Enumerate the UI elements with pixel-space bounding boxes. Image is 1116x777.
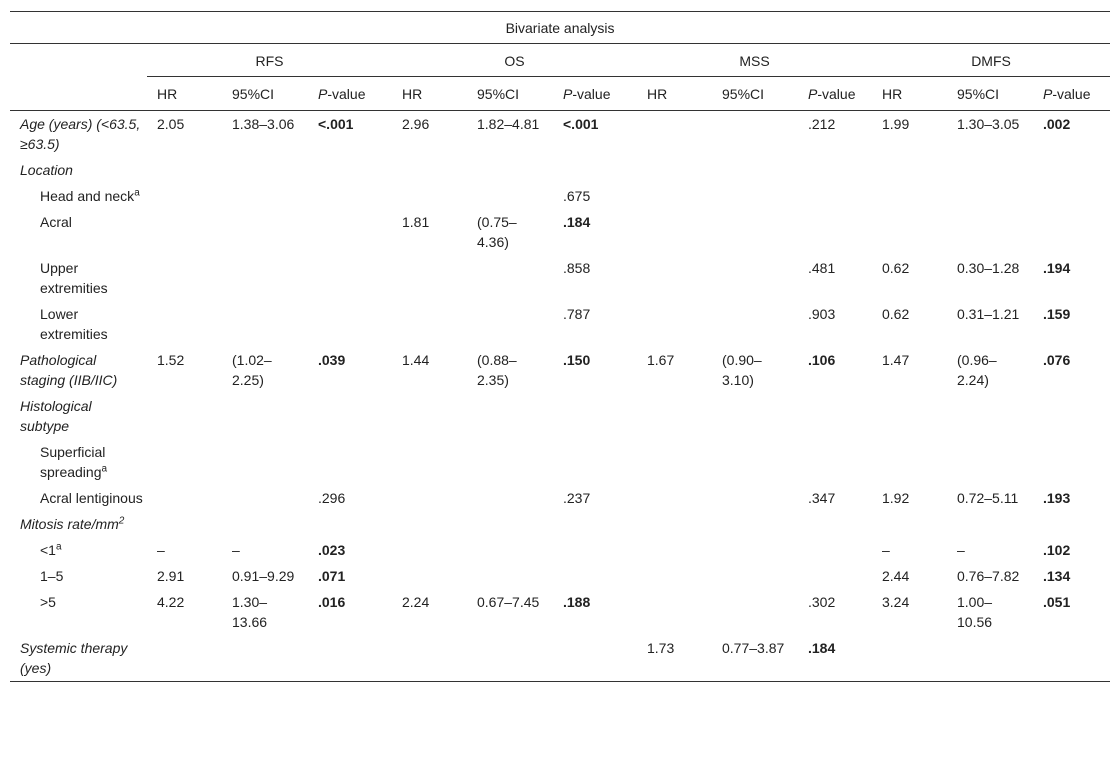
table-cell xyxy=(467,439,553,485)
table-cell xyxy=(147,157,222,183)
table-cell xyxy=(467,635,553,682)
table-cell: 1.82–4.81 xyxy=(477,116,540,132)
table-cell xyxy=(947,393,1033,439)
table-cell xyxy=(467,157,553,183)
row-label xyxy=(10,635,147,682)
table-cell: 0.30–1.28 xyxy=(957,260,1020,276)
table-cell xyxy=(712,183,798,209)
table-row xyxy=(10,589,1110,635)
table-cell: .188 xyxy=(563,594,591,610)
table-cell xyxy=(872,183,947,209)
table-cell: .102 xyxy=(1043,542,1071,558)
row-label-text: Head and neck xyxy=(40,188,135,204)
table-cell xyxy=(637,511,712,537)
table-cell xyxy=(392,511,467,537)
row-label xyxy=(10,157,147,183)
row-label-text: Systemic therapy (yes) xyxy=(20,640,128,676)
table-row xyxy=(10,511,1110,537)
table-cell xyxy=(798,157,872,183)
table-cell xyxy=(798,393,872,439)
table-cell: 1.99 xyxy=(882,116,910,132)
table-cell xyxy=(308,439,392,485)
table-cell xyxy=(467,511,553,537)
table-cell xyxy=(147,209,222,255)
table-cell xyxy=(147,485,222,511)
table-cell xyxy=(872,635,947,682)
table-cell: 0.76–7.82 xyxy=(957,568,1020,584)
table-cell: .023 xyxy=(318,542,346,558)
table-cell: .184 xyxy=(798,635,872,682)
table-cell: – xyxy=(232,542,240,558)
table-cell xyxy=(147,255,222,301)
group-header-mss: MSS xyxy=(637,44,872,77)
table-cell xyxy=(947,209,1033,255)
table-cell xyxy=(308,393,392,439)
table-cell xyxy=(947,439,1033,485)
table-cell xyxy=(872,439,947,485)
table-cell xyxy=(798,563,872,589)
table-cell xyxy=(553,439,637,485)
table-cell: .150 xyxy=(563,352,591,368)
table-cell: 2.44 xyxy=(882,568,910,584)
table-cell xyxy=(637,157,712,183)
table-cell xyxy=(798,183,872,209)
table-cell: 3.24 xyxy=(882,594,910,610)
table-cell xyxy=(392,635,467,682)
table-cell xyxy=(553,635,637,682)
table-cell xyxy=(798,209,872,255)
table-cell xyxy=(392,157,467,183)
row-label-text: >5 xyxy=(40,594,56,610)
table-cell xyxy=(712,301,798,347)
row-label xyxy=(10,563,147,589)
table-cell xyxy=(872,209,947,255)
row-label xyxy=(10,393,147,439)
table-cell xyxy=(798,511,872,537)
table-cell xyxy=(308,255,392,301)
table-cell: .903 xyxy=(808,306,836,322)
table-cell xyxy=(147,393,222,439)
subheader-ci-dmfs: 95%CI xyxy=(947,77,1033,111)
table-cell xyxy=(467,393,553,439)
table-row xyxy=(10,439,1110,485)
table-cell: .016 xyxy=(318,594,346,610)
table-cell: .106 xyxy=(808,352,836,368)
row-label-footnote: a xyxy=(101,463,108,475)
table-cell xyxy=(392,563,467,589)
table-cell xyxy=(467,485,553,511)
table-cell xyxy=(147,635,222,682)
table-cell: 1.47 xyxy=(882,352,910,368)
table-cell xyxy=(147,301,222,347)
table-cell xyxy=(222,255,308,301)
table-cell xyxy=(147,439,222,485)
table-cell: 1.92 xyxy=(882,490,910,506)
table-cell: 0.67–7.45 xyxy=(477,594,540,610)
subheader-hr-mss: HR xyxy=(637,77,712,111)
table-cell: .134 xyxy=(1043,568,1071,584)
table-cell xyxy=(467,537,553,563)
table-cell xyxy=(712,439,798,485)
table-cell: 0.62 xyxy=(882,260,910,276)
table-cell: .193 xyxy=(1043,490,1071,506)
table-cell: .787 xyxy=(563,306,591,322)
table-cell xyxy=(637,589,712,635)
table-row xyxy=(10,183,1110,209)
table-cell xyxy=(1033,393,1110,439)
table-cell xyxy=(712,209,798,255)
table-cell xyxy=(712,589,798,635)
table-cell xyxy=(392,439,467,485)
table-row xyxy=(10,635,1110,682)
table-cell: 1.30–13.66 xyxy=(232,594,268,630)
subheader-ci-mss: 95%CI xyxy=(712,77,798,111)
table-cell: 0.91–9.29 xyxy=(232,568,295,584)
row-label xyxy=(10,209,147,255)
table-cell xyxy=(392,485,467,511)
table-cell xyxy=(392,393,467,439)
row-label-text: <1 xyxy=(40,542,56,558)
subheader-hr-dmfs: HR xyxy=(872,77,947,111)
table-cell xyxy=(637,393,712,439)
table-row xyxy=(10,485,1110,511)
table-cell: .237 xyxy=(563,490,591,506)
table-cell xyxy=(637,255,712,301)
row-label xyxy=(10,347,147,393)
table-row xyxy=(10,347,1110,393)
table-cell xyxy=(553,511,637,537)
table-row xyxy=(10,157,1110,183)
table-cell: 1.38–3.06 xyxy=(232,116,295,132)
row-label-text: Acral xyxy=(40,214,72,230)
table-cell: (0.90–3.10) xyxy=(722,352,762,388)
table-cell: 1.81 xyxy=(402,214,430,230)
table-cell xyxy=(222,157,308,183)
table-cell xyxy=(392,255,467,301)
table-cell xyxy=(872,157,947,183)
table-row xyxy=(10,209,1110,255)
row-label-text: Mitosis rate/mm xyxy=(20,516,119,532)
table-cell xyxy=(222,393,308,439)
table-cell xyxy=(392,183,467,209)
table-cell: 0.72–5.11 xyxy=(957,490,1019,506)
table-cell xyxy=(553,537,637,563)
table-cell xyxy=(712,255,798,301)
table-cell: 1.00–10.56 xyxy=(957,594,993,630)
table-cell: .212 xyxy=(808,116,836,132)
table-cell xyxy=(222,209,308,255)
table-cell xyxy=(553,393,637,439)
table-cell: 1.44 xyxy=(402,352,430,368)
table-cell xyxy=(872,511,947,537)
table-cell: .076 xyxy=(1043,352,1071,368)
table-cell xyxy=(637,537,712,563)
table-cell: 4.22 xyxy=(157,594,185,610)
table-cell: (0.96–2.24) xyxy=(957,352,997,388)
corner-cell-sub xyxy=(10,77,147,111)
subheader-p-suffix: -value xyxy=(1052,86,1091,102)
table-cell: .302 xyxy=(808,594,836,610)
table-cell xyxy=(1033,439,1110,485)
row-label xyxy=(10,111,147,158)
table-cell xyxy=(467,563,553,589)
table-cell xyxy=(637,183,712,209)
group-header-dmfs: DMFS xyxy=(872,44,1110,77)
row-label-text: Histological subtype xyxy=(20,398,92,434)
table-cell: .675 xyxy=(563,188,591,204)
row-label-text: Lower extremities xyxy=(40,306,108,342)
subheader-p-suffix: -value xyxy=(572,86,611,102)
table-cell: 1.73 xyxy=(637,635,712,682)
table-row xyxy=(10,537,1110,563)
table-cell xyxy=(637,209,712,255)
table-cell xyxy=(392,537,467,563)
table-cell xyxy=(467,301,553,347)
table-cell: 1.30–3.05 xyxy=(957,116,1020,132)
table-cell: 1.52 xyxy=(157,352,185,368)
subheader-pvalue-mss xyxy=(798,77,872,111)
table-cell xyxy=(222,635,308,682)
group-header-rfs: RFS xyxy=(147,44,392,77)
subheader-ci-rfs: 95%CI xyxy=(222,77,308,111)
table-cell: .002 xyxy=(1043,116,1071,132)
table-cell: .481 xyxy=(808,260,836,276)
table-cell: .194 xyxy=(1043,260,1071,276)
table-cell xyxy=(308,511,392,537)
table-cell xyxy=(222,485,308,511)
table-cell xyxy=(467,255,553,301)
table-cell xyxy=(308,209,392,255)
table-cell xyxy=(712,537,798,563)
table-cell: .071 xyxy=(318,568,346,584)
table-cell xyxy=(712,157,798,183)
table-cell: 2.96 xyxy=(402,116,430,132)
row-label xyxy=(10,301,147,347)
table-row xyxy=(10,255,1110,301)
row-label xyxy=(10,511,147,537)
table-cell xyxy=(222,183,308,209)
table-cell xyxy=(712,563,798,589)
row-label xyxy=(10,255,147,301)
row-label-footnote: a xyxy=(55,541,62,553)
table-title: Bivariate analysis xyxy=(10,12,1110,44)
subheader-p-suffix: -value xyxy=(327,86,366,102)
table-cell: (0.88–2.35) xyxy=(477,352,517,388)
subheader-pvalue-os xyxy=(553,77,637,111)
table-row xyxy=(10,111,1110,158)
table-cell: 1.67 xyxy=(647,352,675,368)
table-cell: <.001 xyxy=(563,116,599,132)
bivariate-table xyxy=(10,11,1110,682)
subheader-ci-os: 95%CI xyxy=(467,77,553,111)
table-cell xyxy=(712,511,798,537)
row-label-text: Location xyxy=(20,162,73,178)
table-cell: .184 xyxy=(563,214,591,230)
row-label-text: 1–5 xyxy=(40,568,64,584)
table-cell: 0.31–1.21 xyxy=(957,306,1020,322)
table-cell xyxy=(308,157,392,183)
table-cell xyxy=(308,301,392,347)
table-cell: 0.77–3.87 xyxy=(712,635,798,682)
table-cell xyxy=(553,563,637,589)
row-label-text: Upper extremities xyxy=(40,260,108,296)
table-cell xyxy=(947,183,1033,209)
table-cell xyxy=(553,157,637,183)
table-cell: .347 xyxy=(808,490,836,506)
subheader-hr-rfs: HR xyxy=(147,77,222,111)
table-cell xyxy=(637,301,712,347)
table-cell xyxy=(712,393,798,439)
table-cell: 2.91 xyxy=(157,568,185,584)
table-cell xyxy=(712,485,798,511)
subheader-hr-os: HR xyxy=(392,77,467,111)
table-cell xyxy=(798,439,872,485)
group-header-os: OS xyxy=(392,44,637,77)
row-label-footnote: a xyxy=(134,187,140,199)
subheader-p-letter: P xyxy=(318,86,328,102)
table-cell xyxy=(308,183,392,209)
table-cell xyxy=(947,511,1033,537)
row-label-text: Pathological staging (IIB/IIC) xyxy=(20,352,118,388)
corner-cell xyxy=(10,44,147,77)
table-cell xyxy=(872,393,947,439)
table-cell xyxy=(947,157,1033,183)
table-cell: .296 xyxy=(318,490,346,506)
subheader-pvalue-rfs xyxy=(308,77,392,111)
table-cell xyxy=(1033,157,1110,183)
table-cell xyxy=(467,183,553,209)
table-cell xyxy=(1033,183,1110,209)
table-cell xyxy=(147,183,222,209)
table-cell xyxy=(222,439,308,485)
table-cell xyxy=(392,301,467,347)
subheader-p-letter: P xyxy=(808,86,818,102)
table-cell: 2.24 xyxy=(402,594,430,610)
table-cell: (1.02–2.25) xyxy=(232,352,272,388)
table-cell xyxy=(637,111,712,158)
table-cell xyxy=(947,635,1033,682)
subheader-p-suffix: -value xyxy=(817,86,856,102)
table-cell xyxy=(637,439,712,485)
table-cell: <.001 xyxy=(318,116,354,132)
table-cell: 2.05 xyxy=(157,116,185,132)
table-cell: .039 xyxy=(318,352,346,368)
row-label xyxy=(10,183,147,209)
table-cell: – xyxy=(157,542,165,558)
row-label-text: Superficial spreading xyxy=(40,444,106,480)
subheader-p-letter: P xyxy=(563,86,573,102)
table-cell xyxy=(147,511,222,537)
table-cell: 0.62 xyxy=(882,306,910,322)
subheader-pvalue-dmfs xyxy=(1033,77,1110,111)
table-cell xyxy=(308,635,392,682)
table-cell xyxy=(222,511,308,537)
table-cell: – xyxy=(882,542,890,558)
table-cell xyxy=(637,563,712,589)
table-cell xyxy=(798,537,872,563)
row-label-text: Age (years) (<63.5, ≥63.5) xyxy=(20,116,141,152)
table-cell xyxy=(1033,209,1110,255)
table-cell xyxy=(637,485,712,511)
table-cell: .159 xyxy=(1043,306,1071,322)
table-cell xyxy=(1033,635,1110,682)
table-row xyxy=(10,301,1110,347)
row-label-text: Acral lentiginous xyxy=(40,490,143,506)
subheader-p-letter: P xyxy=(1043,86,1053,102)
table-cell xyxy=(1033,511,1110,537)
table-cell: – xyxy=(957,542,965,558)
table-cell: (0.75–4.36) xyxy=(477,214,517,250)
table-row xyxy=(10,393,1110,439)
table-cell: .051 xyxy=(1043,594,1071,610)
row-label xyxy=(10,485,147,511)
row-label xyxy=(10,439,147,485)
table-cell xyxy=(712,111,798,158)
table-row xyxy=(10,563,1110,589)
table-cell: .858 xyxy=(563,260,591,276)
row-label xyxy=(10,537,147,563)
row-label-footnote: 2 xyxy=(118,515,125,527)
row-label xyxy=(10,589,147,635)
table-cell xyxy=(222,301,308,347)
